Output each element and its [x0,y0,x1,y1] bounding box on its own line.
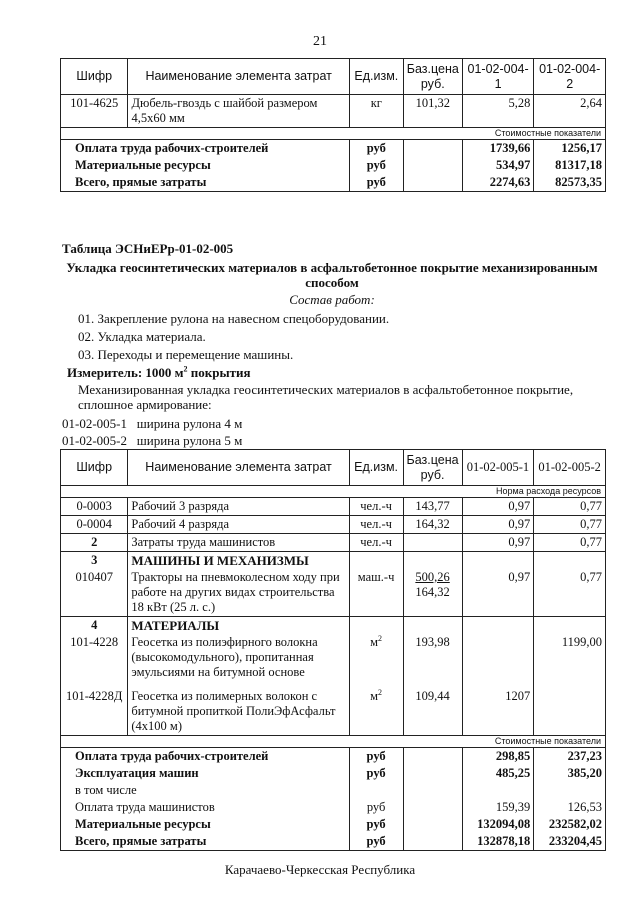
cell-v1: 1207 [462,681,534,736]
cell-v2 [534,681,606,736]
table-row [61,516,606,534]
cell-v2: 0,77 [534,516,606,534]
section-num: 3 [61,552,128,570]
measure-unit [67,365,251,381]
cell-v1: 0,97 [462,569,534,617]
total-unit: руб [349,833,403,851]
cell-name: Затраты труда машинистов [128,534,349,552]
header-name: Наименование элемента затрат [128,450,349,486]
cell-code: 0-0004 [61,516,128,534]
cost-section-label: Стоимостные показатели [61,128,606,140]
cell-name: Геосетка из полимерных волокон с битумной пропиткой ПолиЭфАсфальт (4x100 м) [128,681,349,736]
table-row [61,498,606,516]
total-name: Всего, прямые затраты [61,174,350,192]
cell-v2: 0,77 [534,498,606,516]
cost-section-label: Стоимостные показатели [61,736,606,748]
variant-line [62,416,242,432]
cell-code: 101-4228Д [61,681,128,736]
header-price: Баз.цена руб. [403,450,462,486]
cell-price: 143,77 [403,498,462,516]
unit-text: м [370,635,379,649]
section-num: 4 [61,617,128,635]
cell-unit: кг [349,95,403,128]
total-row [61,782,606,799]
cell-v1 [462,634,534,681]
price-machine: 500,26 [415,570,450,584]
cell-name: Рабочий 4 разряда [128,516,349,534]
page-number: 21 [313,34,327,49]
total-row [61,765,606,782]
total-v1: 2274,63 [462,174,534,192]
variant-text: ширина рулона 5 м [136,433,243,448]
work-description: Механизированная укладка геосинтетических материалов в асфальтобетонное покрытие, сплошное армирование: [78,382,574,412]
total-unit: руб [349,140,403,158]
cell-unit [349,634,403,681]
table-row [61,634,606,681]
total-v1: 298,85 [462,748,534,766]
total-name: Оплата труда машинистов [61,799,350,816]
section-title: МАТЕРИАЛЫ [128,617,349,635]
cell-v1: 0,97 [462,498,534,516]
total-v1: 485,25 [462,765,534,782]
total-name: в том числе [61,782,350,799]
header-variant-2: 01-02-004-2 [534,59,606,95]
total-v1: 159,39 [462,799,534,816]
total-v2: 232582,02 [534,816,606,833]
table-heading: Укладка геосинтетических материалов в асфальтобетонное покрытие механизированным способом [66,260,598,290]
variant-code: 01-02-005-2 [62,433,127,448]
header-variant-1: 01-02-004-1 [462,59,534,95]
measure-text: Измеритель: 1000 м [67,365,184,380]
variant-text: ширина рулона 4 м [136,416,243,431]
cell-unit: чел.-ч [349,534,403,552]
total-v2: 385,20 [534,765,606,782]
unit-text: м [370,689,379,703]
header-code: Шифр [61,450,128,486]
cell-price: 101,32 [403,95,462,128]
total-name: Всего, прямые затраты [61,833,350,851]
section-title: МАШИНЫ И МЕХАНИЗМЫ [128,552,349,570]
table-main [60,449,606,851]
composition-title: Состав работ: [289,292,375,307]
measure-sup: 2 [183,364,188,374]
total-v2: 82573,35 [534,174,606,192]
norm-label: Норма расхода ресурсов [61,486,606,498]
table-row [61,534,606,552]
total-name: Материальные ресурсы [61,157,350,174]
work-step: 02. Укладка материала. [78,329,206,344]
cell-unit: чел.-ч [349,498,403,516]
cell-code: 101-4228 [61,634,128,681]
cell-v2: 2,64 [534,95,606,128]
unit-sup: 2 [378,687,383,697]
total-row [61,157,606,174]
header-name: Наименование элемента затрат [128,59,349,95]
total-row [61,799,606,816]
cell-code: 101-4625 [61,95,128,128]
variant-code: 01-02-005-1 [62,416,127,431]
header-unit: Ед.изм. [349,59,403,95]
cell-name: Рабочий 3 разряда [128,498,349,516]
total-row [61,833,606,851]
cell-v2: 0,77 [534,534,606,552]
section-machines [61,552,606,570]
total-name: Оплата труда рабочих-строителей [61,140,350,158]
cell-name: Тракторы на пневмоколесном ходу при работе на других видах строительства 18 кВт (25 л. с.) [128,569,349,617]
total-row [61,748,606,766]
cell-code: 2 [61,534,128,552]
total-row [61,816,606,833]
cell-price [403,534,462,552]
total-v1: 1739,66 [462,140,534,158]
cell-unit: маш.-ч [349,569,403,617]
total-v2: 81317,18 [534,157,606,174]
total-row [61,140,606,158]
unit-sup: 2 [378,633,383,643]
total-v2: 1256,17 [534,140,606,158]
header-variant-2: 01-02-005-2 [534,450,606,486]
total-unit: руб [349,765,403,782]
cell-code: 0-0003 [61,498,128,516]
header-variant-1: 01-02-005-1 [462,450,534,486]
total-unit: руб [349,157,403,174]
total-v1: 132878,18 [462,833,534,851]
total-v2: 233204,45 [534,833,606,851]
table-row [61,681,606,736]
total-v2: 237,23 [534,748,606,766]
cell-price: 109,44 [403,681,462,736]
cell-v1: 5,28 [462,95,534,128]
total-name: Оплата труда рабочих-строителей [61,748,350,766]
cell-unit [349,681,403,736]
table-title: Таблица ЭСНиЕРр-01-02-005 [62,241,234,256]
section-materials [61,617,606,635]
cell-name: Геосетка из полиэфирного волокна (высокомодульного), пропитанная эмульсиями на битумной основе [128,634,349,681]
total-name: Эксплуатация машин [61,765,350,782]
total-v1: 534,97 [462,157,534,174]
table-top [60,58,606,192]
cell-price [403,569,462,617]
cell-name: Дюбель-гвоздь с шайбой размером 4,5x60 мм [128,95,349,128]
cell-unit: чел.-ч [349,516,403,534]
table-row [61,95,606,128]
header-price: Баз.цена руб. [403,59,462,95]
cell-v1: 0,97 [462,516,534,534]
variant-line [62,433,242,449]
cell-price: 193,98 [403,634,462,681]
measure-tail: покрытия [187,365,251,380]
header-unit: Ед.изм. [349,450,403,486]
total-name: Материальные ресурсы [61,816,350,833]
header-code: Шифр [61,59,128,95]
cell-v1: 0,97 [462,534,534,552]
total-unit: руб [349,174,403,192]
cell-v2: 0,77 [534,569,606,617]
work-step: 01. Закрепление рулона на навесном спецоборудовании. [78,311,390,326]
total-v2: 126,53 [534,799,606,816]
cell-v2: 1199,00 [534,634,606,681]
total-unit: руб [349,799,403,816]
total-unit: руб [349,816,403,833]
table-row [61,569,606,617]
total-row [61,174,606,192]
price-operator: 164,32 [415,585,450,599]
work-step: 03. Переходы и перемещение машины. [78,347,294,362]
total-v1: 132094,08 [462,816,534,833]
cell-price: 164,32 [403,516,462,534]
cell-code: 010407 [61,569,128,617]
footer-region: Карачаево-Черкесская Республика [224,862,416,877]
total-unit: руб [349,748,403,766]
